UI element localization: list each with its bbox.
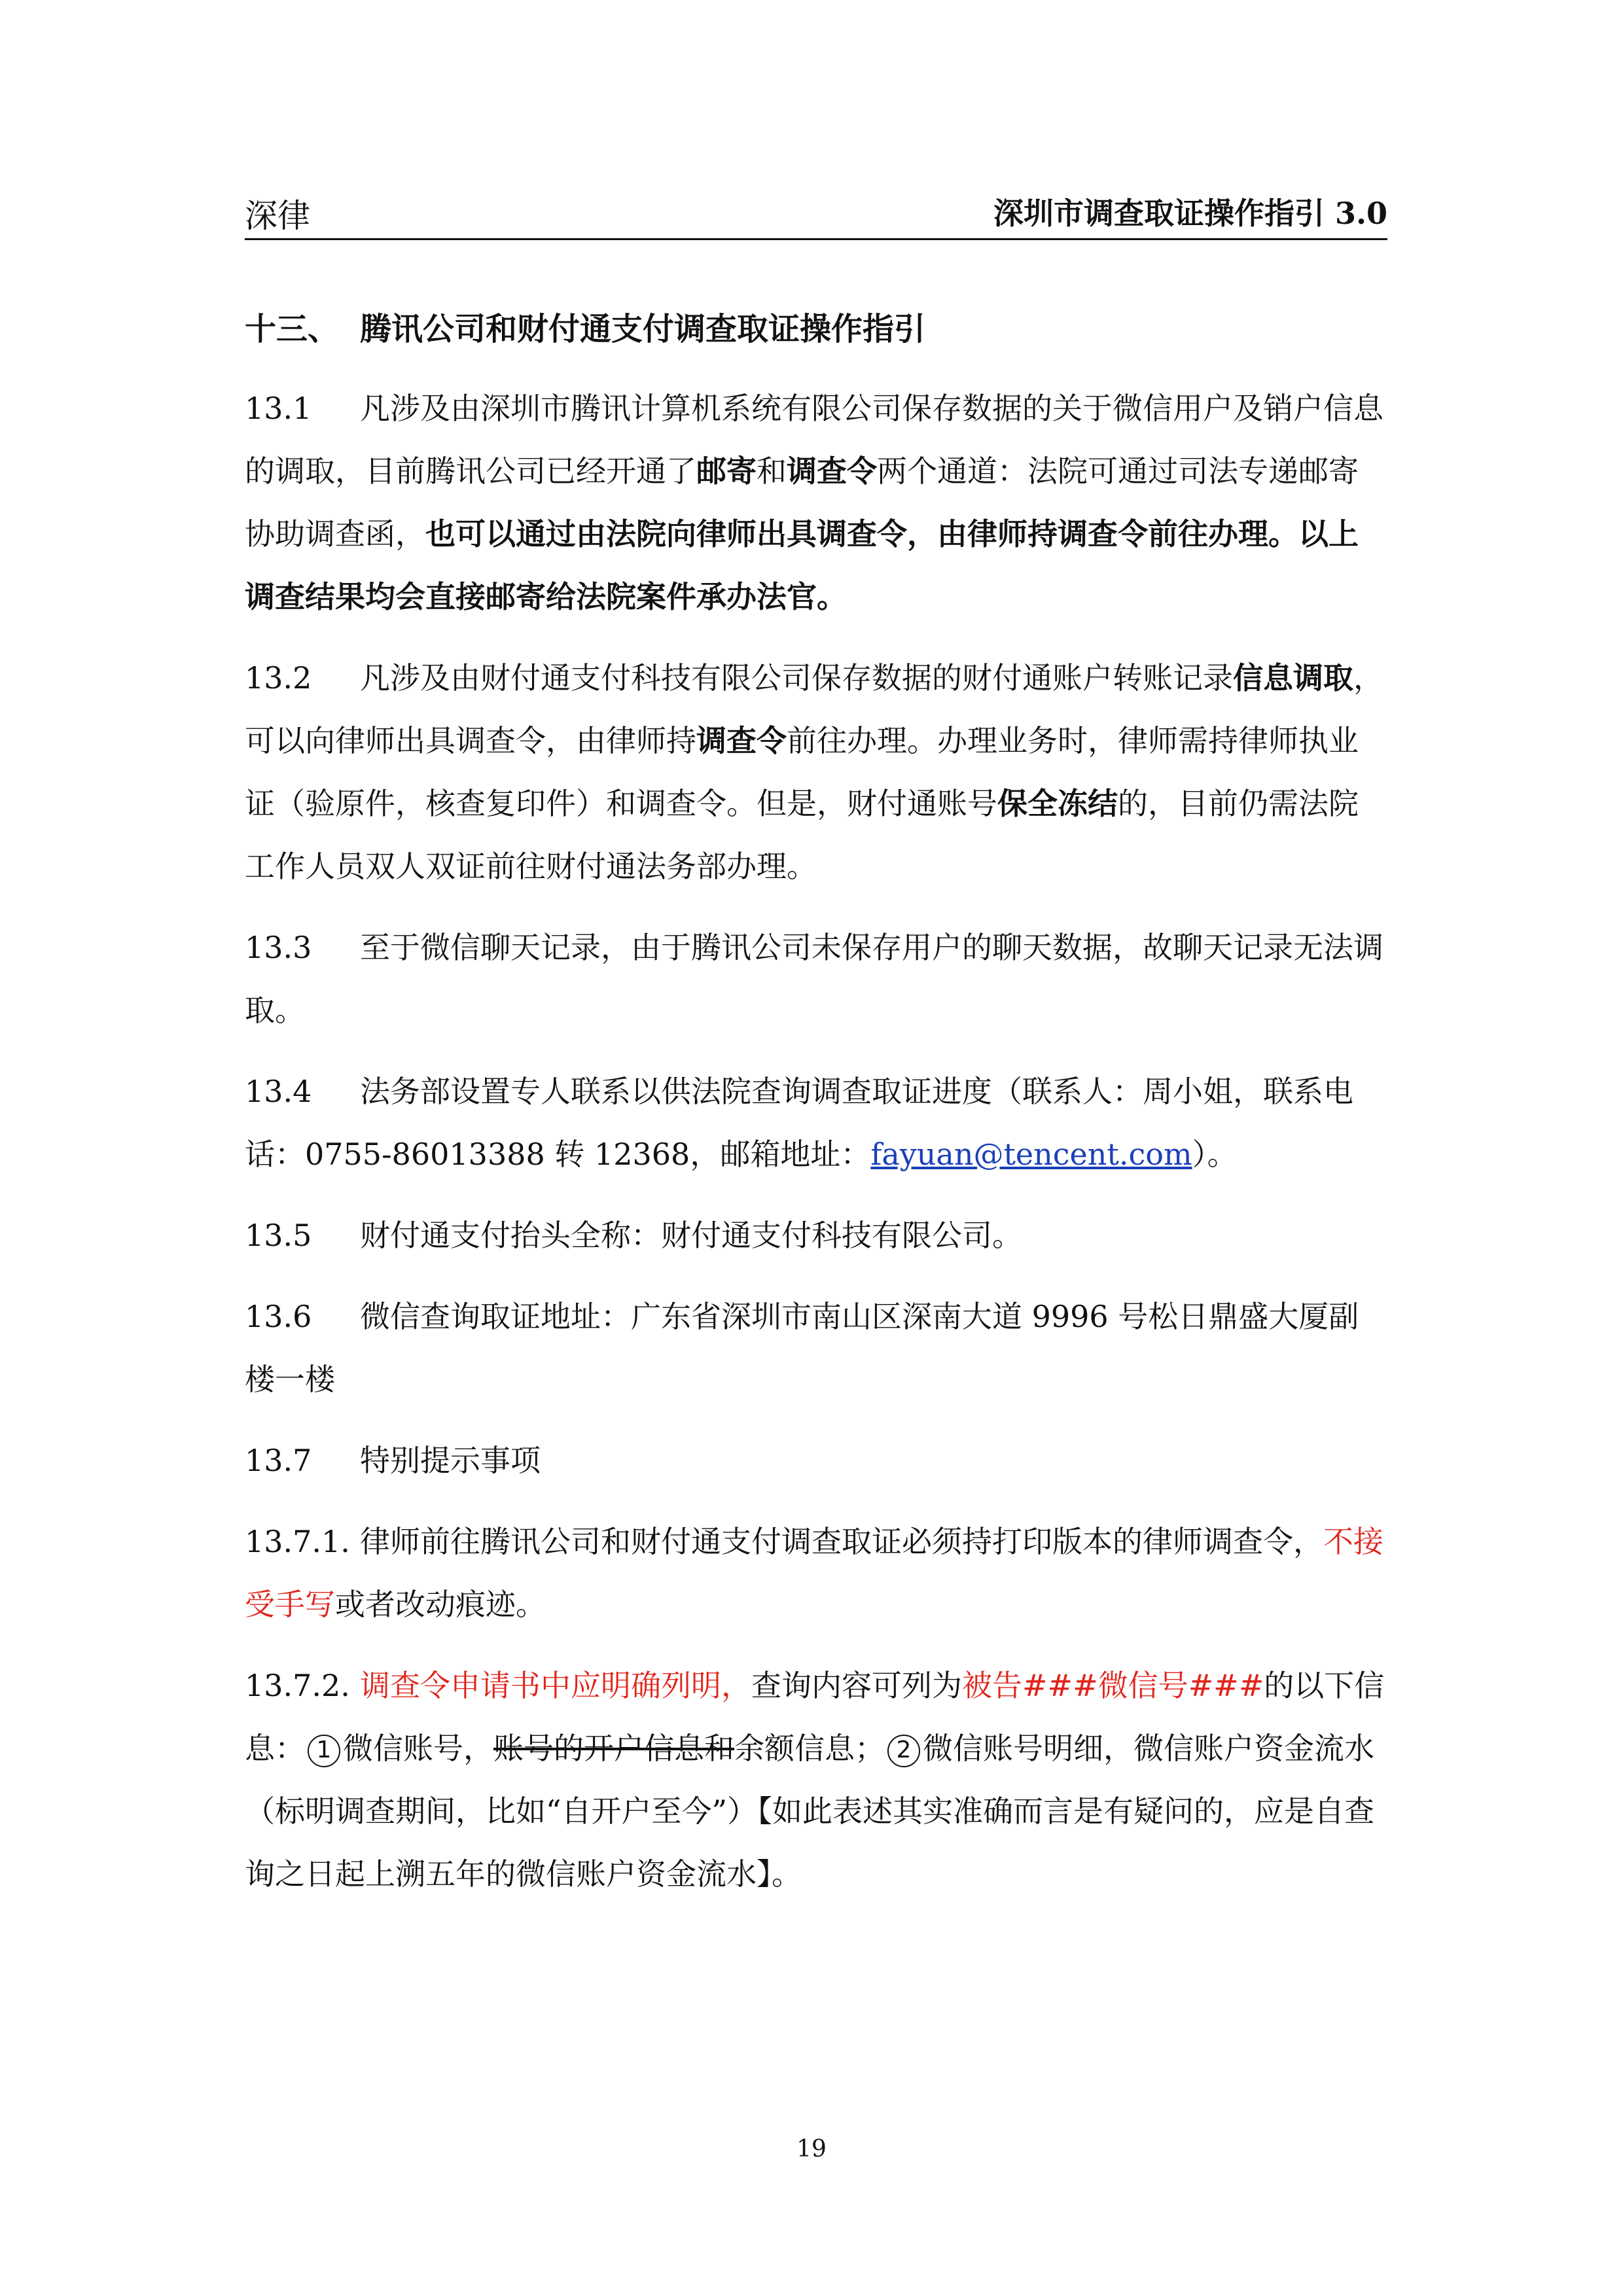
clause-text: 的，目前仍需法院工作人员双人双证前往财付通法务部办理。	[245, 786, 1359, 884]
clause-13-7-2	[245, 1654, 1387, 1905]
clause-text: 特别提示事项	[360, 1443, 541, 1478]
clause-text: 凡涉及由深圳市腾讯计算机系统有限公司保存数据的关于微信用户及销户信息的调取，目前腾讯公司已经开通了	[245, 391, 1383, 489]
clause-number: 13.1	[245, 391, 312, 426]
clause-13-5	[245, 1204, 1387, 1267]
clause-text: 微信账号，	[343, 1731, 493, 1766]
page-number: 19	[796, 2136, 827, 2163]
bold-text: 也可以通过由法院向律师出具调查令，由律师持调查令前往办理。以上调查结果均会直接邮寄给法院案件承办法官。	[245, 516, 1359, 614]
clause-text: 至于微信聊天记录，由于腾讯公司未保存用户的聊天数据，故聊天记录无法调取。	[245, 930, 1383, 1028]
clause-13-6	[245, 1285, 1387, 1411]
clause-number: 13.7.1.	[245, 1524, 350, 1559]
header-left: 深律	[245, 197, 310, 235]
clause-13-2	[245, 646, 1387, 898]
strikethrough-text: 账号的开户信息和	[493, 1731, 734, 1766]
clause-number: 13.7.2.	[245, 1668, 350, 1703]
bold-text: 信息调取	[1233, 660, 1353, 696]
clause-text: 凡涉及由财付通支付科技有限公司保存数据的财付通账户转账记录	[360, 660, 1233, 696]
clause-text: 查询内容可列为	[751, 1668, 962, 1703]
circled-number-one: 1	[308, 1735, 340, 1767]
clause-number: 13.6	[245, 1299, 312, 1334]
bold-text: 调查令	[787, 453, 877, 489]
clause-text: ）。	[1192, 1137, 1238, 1172]
clause-text: ，可以向律师出具调查令，由律师持	[245, 660, 1383, 758]
clause-13-4	[245, 1060, 1387, 1186]
document-body	[245, 308, 1387, 1924]
clause-text: 律师前往腾讯公司和财付通支付调查取证必须持打印版本的律师调查令，	[360, 1524, 1323, 1559]
bold-text: 保全冻结	[997, 786, 1118, 821]
clause-13-3	[245, 916, 1387, 1042]
section-number: 十三、	[245, 311, 340, 347]
clause-text: 法务部设置专人联系以供法院查询调查取证进度（联系人：周小姐，联系电话：0755-86013388 转 12368，邮箱地址：	[245, 1074, 1353, 1172]
clause-number: 13.5	[245, 1218, 312, 1253]
highlight-red-text: 调查令申请书中应明确列明，	[360, 1668, 751, 1703]
email-link[interactable]: fayuan@tencent.com	[870, 1137, 1192, 1172]
clause-13-7-1	[245, 1510, 1387, 1636]
clause-number: 13.2	[245, 660, 312, 696]
bold-text: 调查令	[696, 723, 787, 758]
clause-text: 余额信息；	[734, 1731, 885, 1766]
bold-text: 邮寄	[696, 453, 757, 489]
clause-13-7	[245, 1429, 1387, 1492]
clause-number: 13.4	[245, 1074, 312, 1109]
clause-number: 13.7	[245, 1443, 312, 1478]
clause-text: 前往办理。办理业务时，律师需持律师执业证（验原件，核查复印件）和调查令。但是，财付通账号	[245, 723, 1359, 821]
clause-text: 或者改动痕迹。	[335, 1587, 546, 1622]
section-title: 腾讯公司和财付通支付调查取证操作指引	[360, 311, 926, 347]
circled-number-two: 2	[887, 1735, 920, 1767]
clause-text: 微信账号明细，微信账户资金流水（标明调查期间，比如“自开户至今”）【如此表述其实准确而言是有疑问的，应是自查询之日起上溯五年的微信账户资金流水】。	[245, 1731, 1375, 1892]
clause-13-1	[245, 377, 1387, 628]
header-right: 深圳市调查取证操作指引 3.0	[993, 196, 1387, 231]
clause-text: 的以下信息：	[245, 1668, 1385, 1766]
highlight-red-text: 被告###微信号###	[962, 1668, 1264, 1703]
clause-text: 微信查询取证地址：广东省深圳市南山区深南大道 9996 号松日鼎盛大厦副楼一楼	[245, 1299, 1359, 1397]
section-heading	[245, 308, 1387, 351]
page-header	[245, 186, 1387, 240]
highlight-red-text: 不接受手写	[245, 1524, 1383, 1622]
clause-text: 财付通支付抬头全称：财付通支付科技有限公司。	[360, 1218, 1022, 1253]
clause-text: 两个通道：法院可通过司法专递邮寄协助调查函，	[245, 453, 1359, 552]
clause-text: 和	[757, 453, 787, 489]
clause-number: 13.3	[245, 930, 312, 965]
